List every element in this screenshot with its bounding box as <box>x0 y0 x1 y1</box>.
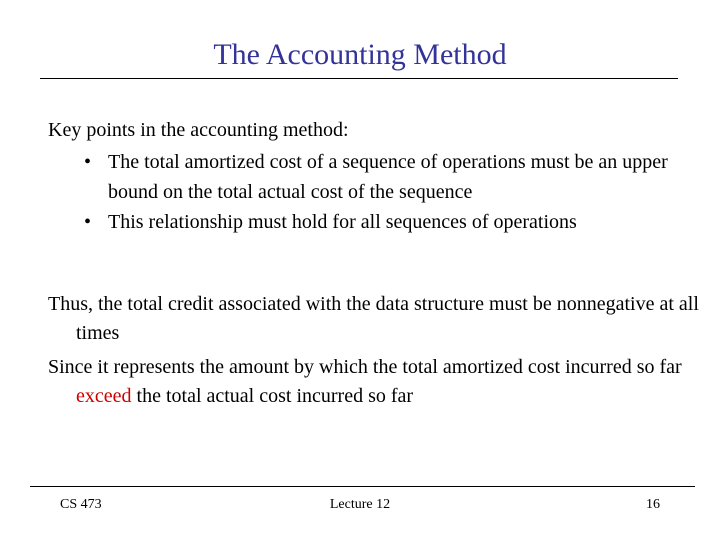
bullet-list <box>80 147 690 237</box>
title-divider <box>40 78 678 79</box>
bullet-icon: • <box>84 211 92 233</box>
intro-text: Key points in the accounting method: <box>48 119 349 141</box>
bullet-text: The total amortized cost of a sequence of operations must be an upper bound on the total actual cost of the sequence <box>108 151 668 203</box>
slide-title: The Accounting Method <box>213 38 507 71</box>
footer-page-number: 16 <box>646 497 660 512</box>
bullet-item <box>80 207 690 237</box>
footer-divider <box>30 486 695 487</box>
paragraph-credit: Thus, the total credit associated with the data structure must be nonnegative at all times <box>48 293 699 344</box>
paragraph-reason <box>48 353 716 411</box>
footer-course: CS 473 <box>60 497 102 512</box>
footer-lecture: Lecture 12 <box>329 497 391 512</box>
paragraph-reason-end: the total actual cost incurred so far <box>131 385 414 407</box>
bullet-icon: • <box>84 151 92 173</box>
highlight-word: exceed <box>76 385 132 407</box>
bullet-text: This relationship must hold for all sequences of operations <box>108 211 577 233</box>
bullet-item <box>80 147 690 207</box>
paragraph-reason-start: Since it represents the amount by which the total amortized cost incurred so far <box>48 356 682 378</box>
